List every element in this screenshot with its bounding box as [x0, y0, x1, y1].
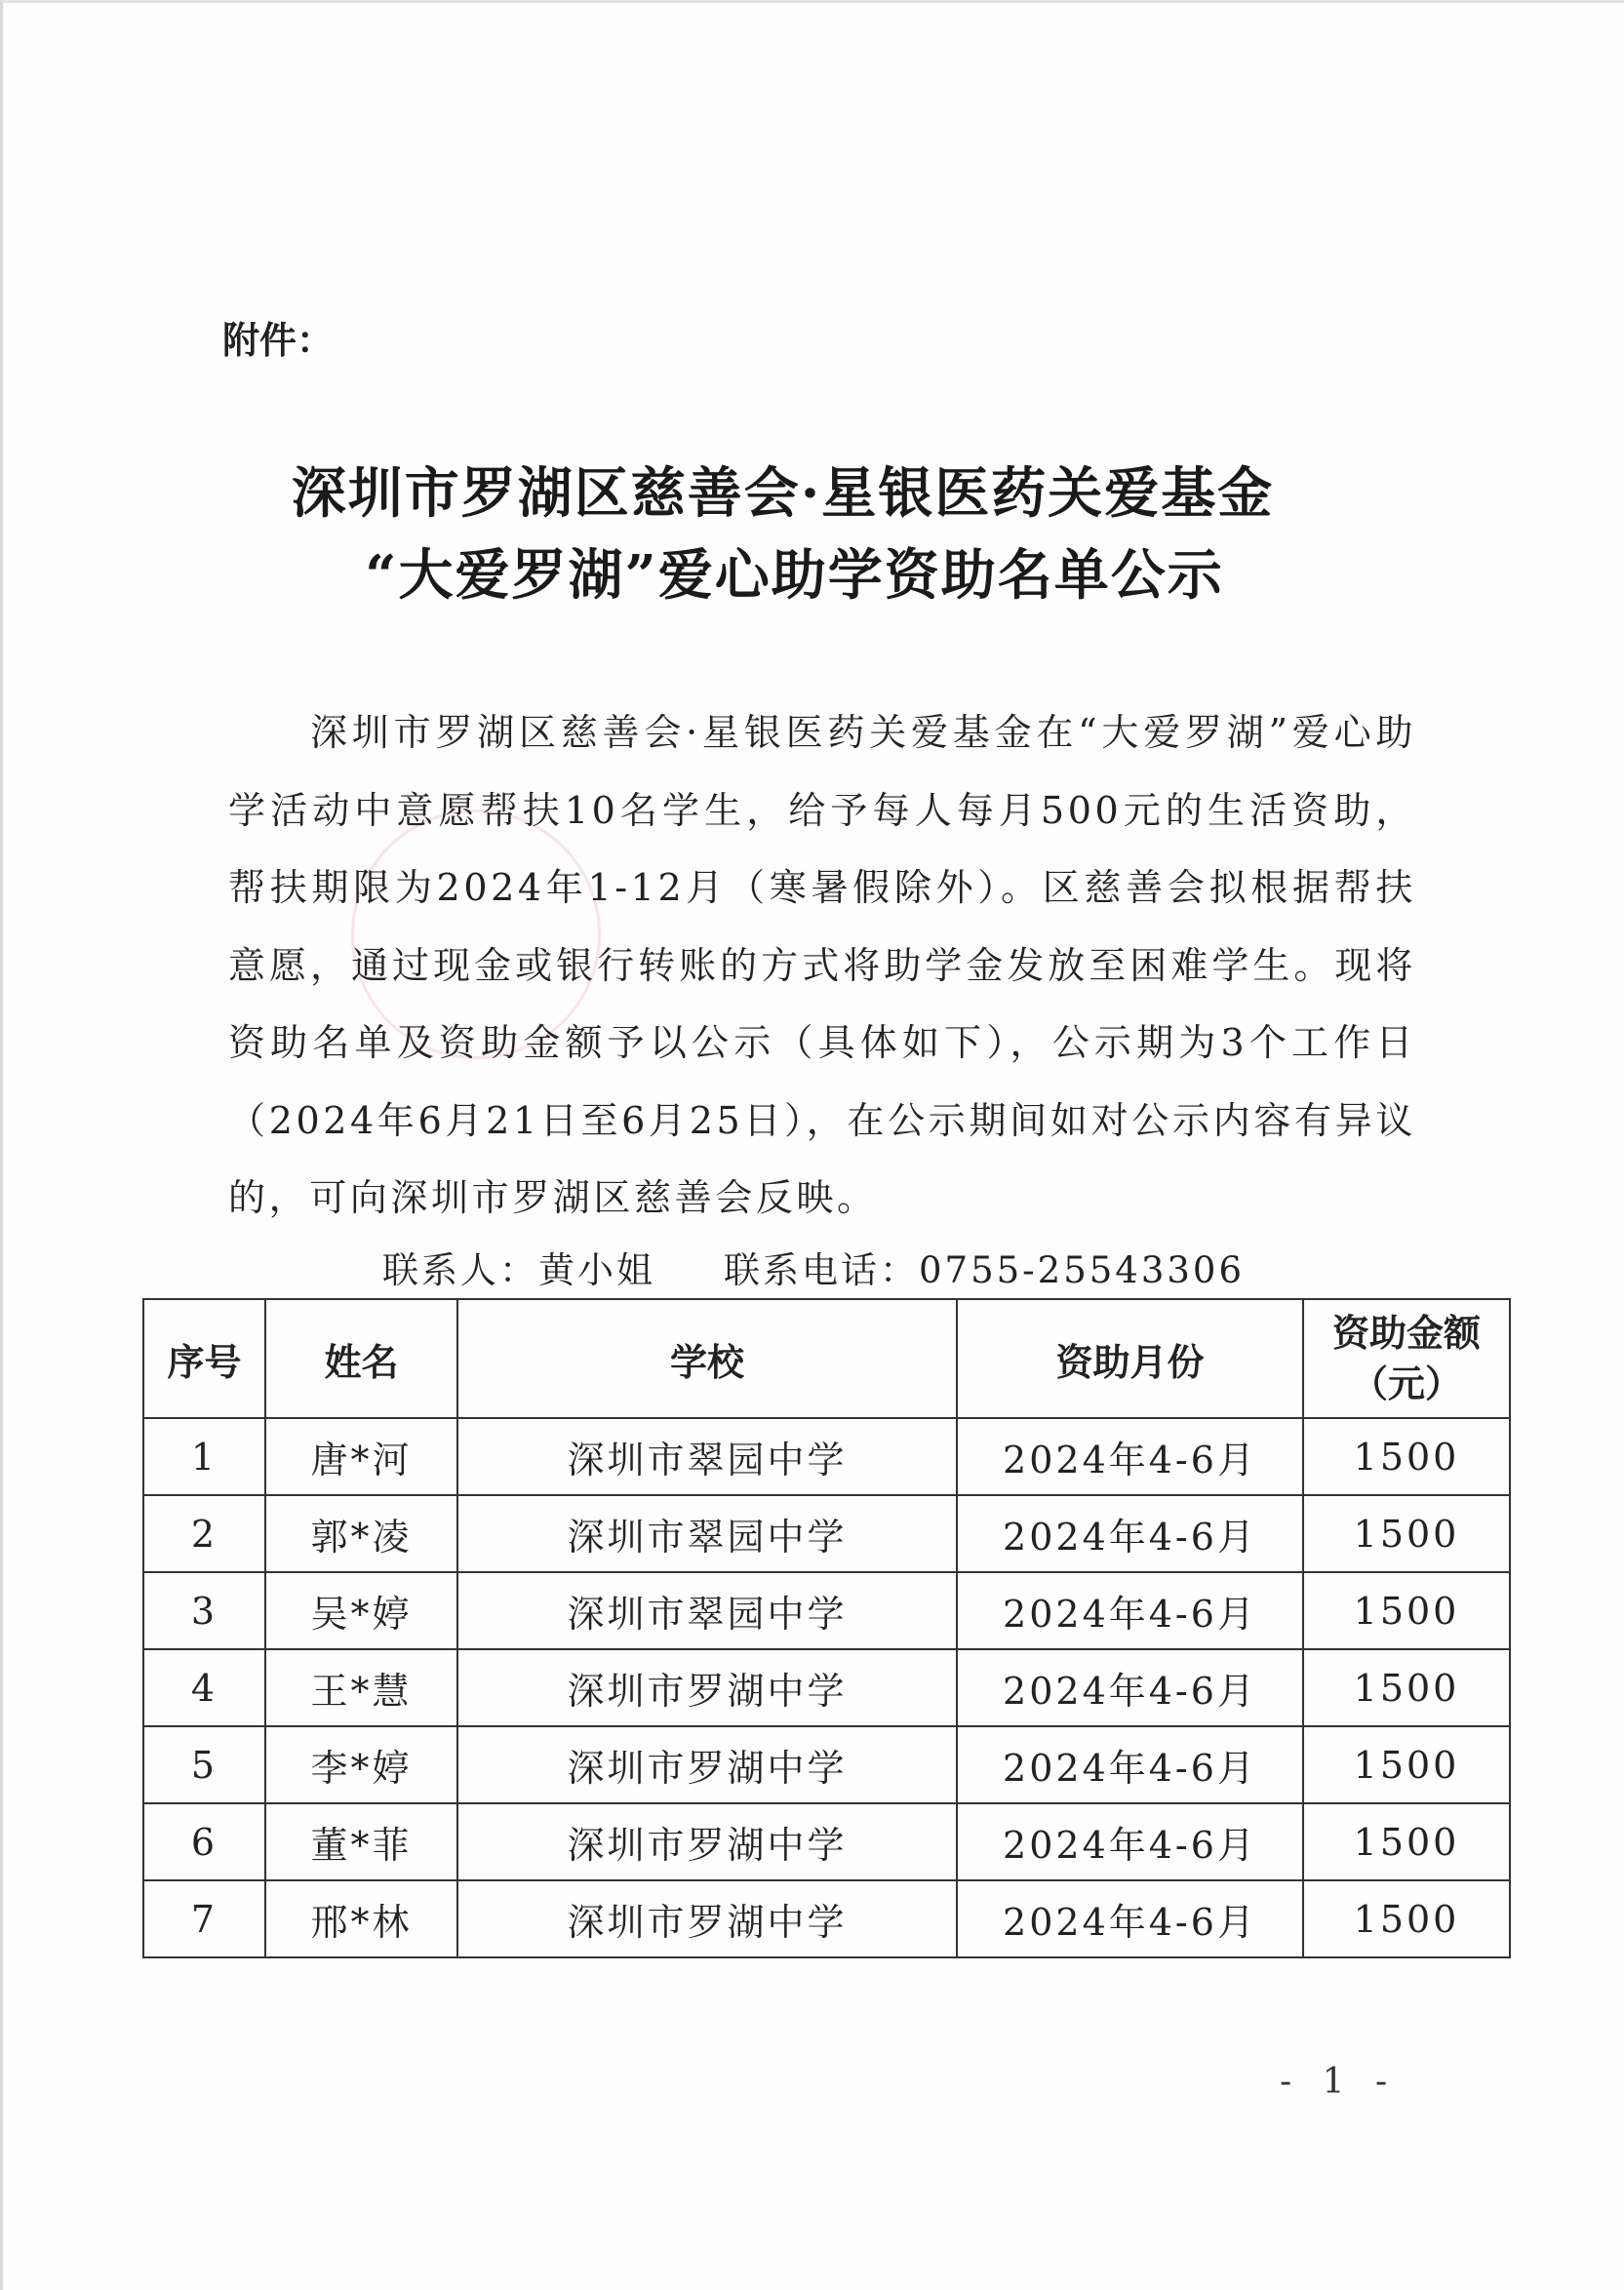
recipients-table [142, 1298, 1511, 1958]
header-amount [1303, 1299, 1510, 1418]
cell-school: 深圳市翠园中学 [457, 1572, 957, 1649]
table-row [143, 1495, 1510, 1572]
document-title-line-2: “大爱罗湖”爱心助学资助名单公示 [365, 543, 1224, 608]
table-row [143, 1572, 1510, 1649]
table-row [143, 1880, 1510, 1957]
cell-months: 2024年4-6月 [957, 1803, 1303, 1880]
cell-name: 唐*河 [265, 1418, 457, 1495]
cell-months: 2024年4-6月 [957, 1572, 1303, 1649]
cell-name: 董*菲 [265, 1803, 457, 1880]
cell-school: 深圳市罗湖中学 [457, 1880, 957, 1957]
cell-no: 2 [143, 1495, 265, 1572]
cell-amount: 1500 [1303, 1495, 1510, 1572]
cell-no: 7 [143, 1880, 265, 1957]
cell-months: 2024年4-6月 [957, 1726, 1303, 1803]
header-amount-line-1: 资助金额 [1331, 1312, 1481, 1355]
cell-school: 深圳市罗湖中学 [457, 1726, 957, 1803]
cell-name: 吴*婷 [265, 1572, 457, 1649]
cell-no: 1 [143, 1418, 265, 1495]
cell-amount: 1500 [1303, 1418, 1510, 1495]
cell-months: 2024年4-6月 [957, 1495, 1303, 1572]
cell-no: 4 [143, 1649, 265, 1726]
cell-school: 深圳市翠园中学 [457, 1418, 957, 1495]
cell-name: 郭*凌 [265, 1495, 457, 1572]
cell-no: 5 [143, 1726, 265, 1803]
cell-school: 深圳市罗湖中学 [457, 1803, 957, 1880]
table-row [143, 1649, 1510, 1726]
header-months: 资助月份 [957, 1299, 1303, 1418]
cell-no: 6 [143, 1803, 265, 1880]
cell-name: 邢*林 [265, 1880, 457, 1957]
cell-months: 2024年4-6月 [957, 1418, 1303, 1495]
cell-name: 李*婷 [265, 1726, 457, 1803]
cell-amount: 1500 [1303, 1803, 1510, 1880]
cell-school: 深圳市翠园中学 [457, 1495, 957, 1572]
header-no: 序号 [143, 1299, 265, 1418]
document-title-line-1: 深圳市罗湖区慈善会·星银医药关爱基金 [291, 461, 1275, 526]
table-row [143, 1803, 1510, 1880]
table-row [143, 1418, 1510, 1495]
page-number: - 1 - [1280, 2062, 1398, 2102]
attachment-label: 附件： [222, 319, 335, 362]
header-name: 姓名 [265, 1299, 457, 1418]
cell-amount: 1500 [1303, 1726, 1510, 1803]
table-header-row [143, 1299, 1510, 1418]
cell-school: 深圳市罗湖中学 [457, 1649, 957, 1726]
table-row [143, 1726, 1510, 1803]
cell-months: 2024年4-6月 [957, 1880, 1303, 1957]
contact-person: 联系人：黄小姐 [382, 1249, 655, 1291]
cell-amount: 1500 [1303, 1880, 1510, 1957]
announcement-paragraph: 深圳市罗湖区慈善会·星银医药关爱基金在“大爱罗湖”爱心助学活动中意愿帮扶10名学生，给予每人每月500元的生活资助，帮扶期限为2024年1-12月（寒暑假除外）。区慈善会拟根据帮扶意愿，通过现金或银行转账的方式将助学金发放至困难学生。现将资助名单及资助金额予以公示（具体如下），公示期为3个工作日（2024年6月21日至6月25日），在公示期间如对公示内容有异议的，可向深圳市罗湖区慈善会反映。 [228, 711, 1416, 1219]
header-school: 学校 [457, 1299, 957, 1418]
contact-line [382, 1241, 1245, 1293]
cell-no: 3 [143, 1572, 265, 1649]
cell-months: 2024年4-6月 [957, 1649, 1303, 1726]
cell-amount: 1500 [1303, 1572, 1510, 1649]
header-amount-line-2: （元） [1350, 1362, 1462, 1405]
contact-phone: 联系电话：0755-25543306 [724, 1249, 1245, 1291]
cell-name: 王*慧 [265, 1649, 457, 1726]
cell-amount: 1500 [1303, 1649, 1510, 1726]
